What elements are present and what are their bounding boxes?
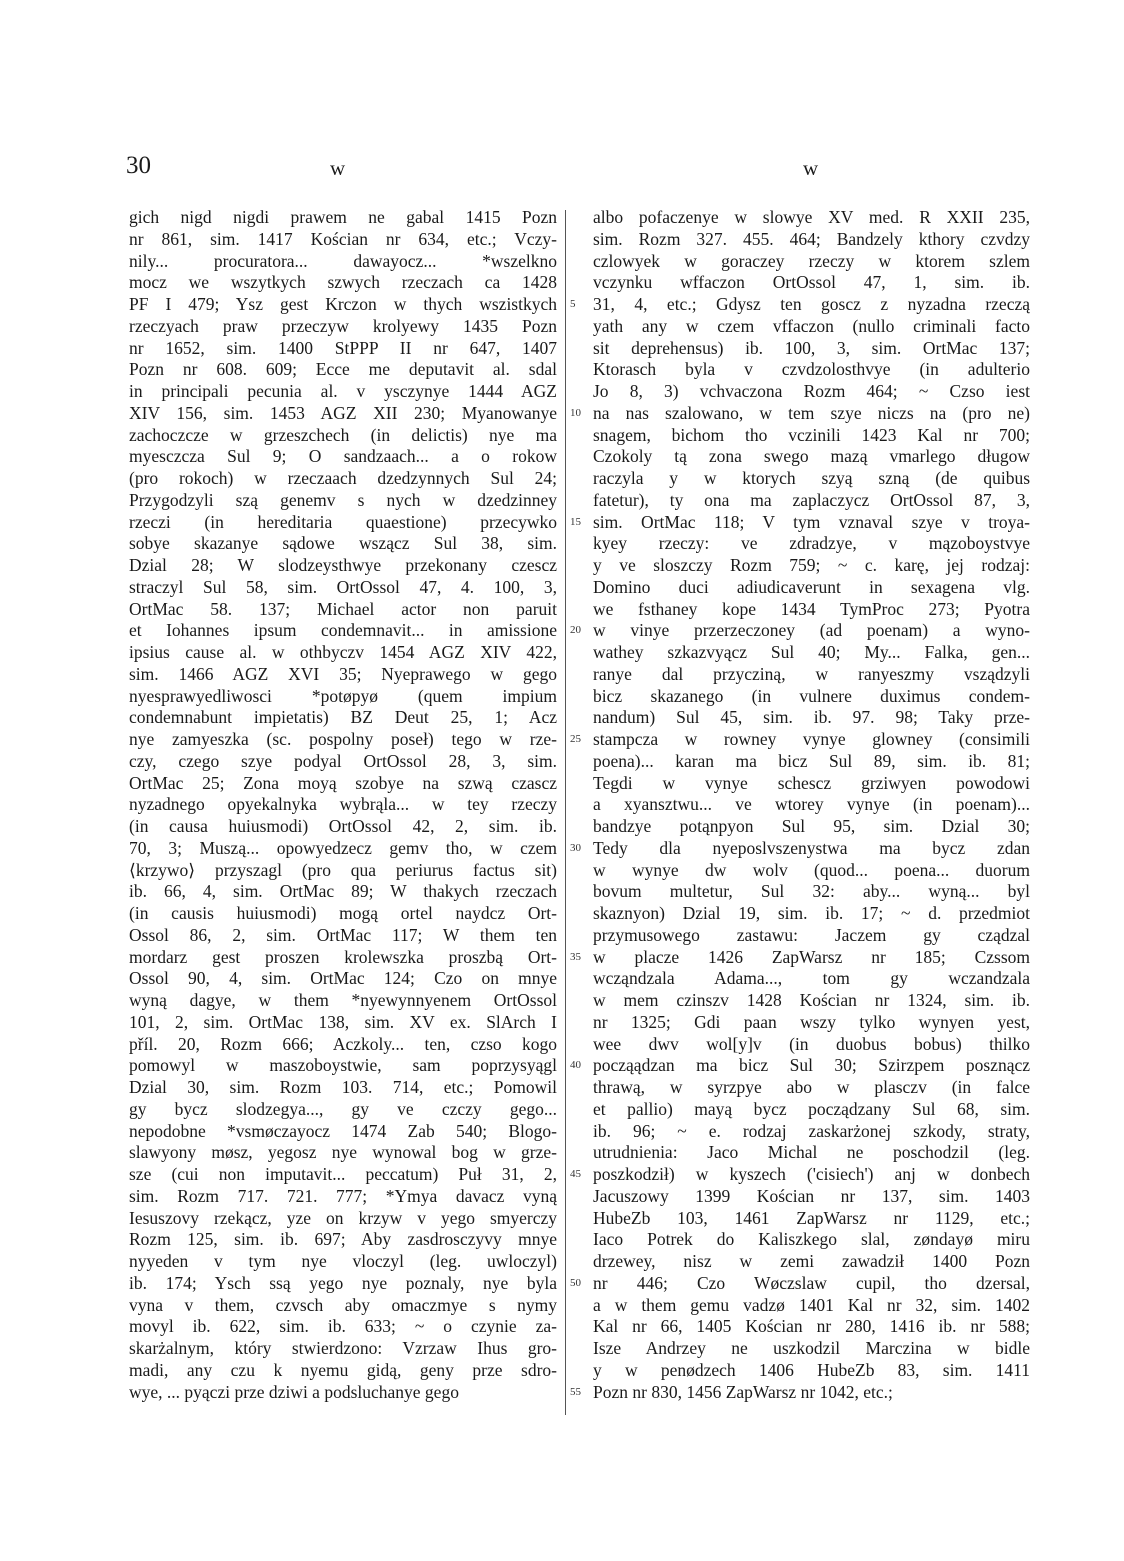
text-line: nr 446; Czo Wøczslaw cupil, tho dzersal,: [593, 1272, 1030, 1293]
text-line: poena)... karan ma bicz Sul 89, sim. ib. 81;: [593, 750, 1030, 771]
text-line: vyna v them, czvsch aby omaczmye s nymy: [129, 1294, 557, 1315]
text-line: ib. 66, 4, sim. OrtMac 89; W thakych rzeczach: [129, 881, 557, 902]
text-line: w wynye dw wolv (quod... poena... duorum: [593, 859, 1030, 880]
text-line: sit deprehensus) ib. 100, 3, sim. OrtMac 137;: [593, 337, 1030, 358]
page-header: [0, 152, 1124, 182]
text-line: w vinye przerzeczoney (ad poenam) a wyno-: [593, 620, 1030, 641]
text-line: thrawą, w syrzpye abo w plasczv (in falce: [593, 1077, 1030, 1097]
text-line: począądzan ma bicz Sul 30; Szirzpem posznącz: [593, 1055, 1030, 1076]
text-line: skaznyon) Dzial 19, sim. ib. 17; ~ d. przedmiot: [593, 903, 1030, 923]
text-line: wye, ... pyączi prze dziwi a podsluchanye gego: [129, 1381, 459, 1402]
text-line: vczynku wffaczon OrtOssol 47, 1, sim. ib.: [593, 272, 1030, 293]
text-line: Tedy dla nyeposlvszenystwa ma bycz zdan: [593, 837, 1030, 858]
text-line: Jo 8, 3) vchvaczona Rozm 464; ~ Czso iest: [593, 381, 1030, 401]
text-line: przymusowego zastawu: Jaczem gy cządzal: [593, 924, 1030, 945]
text-line: nyyeden v tym nye vloczyl (leg. uwloczyl): [129, 1251, 557, 1271]
text-line: a xyansztwu... ve wtorey vynye (in poenam)...: [593, 794, 1030, 815]
text-line: sim. Rozm 327. 455. 464; Bandzely kthory czvdzy: [593, 228, 1030, 249]
running-head-right: w: [803, 156, 819, 180]
text-line: raczyla y w ktorych szyą szną (de quibus: [593, 468, 1030, 488]
text-line: nye zamyeszka (sc. pospolny poseł) tego w rze-: [129, 729, 557, 749]
text-line: Jacuszowy 1399 Kościan nr 137, sim. 1403: [593, 1185, 1030, 1206]
text-line: nyesprawyedliwosci *potøpyø (quem impium: [129, 685, 557, 706]
text-line: Iesuszovy rzekącz, yze on krzyw v yego smyerczy: [129, 1207, 557, 1228]
text-line: in principali pecunia al. v ysczynye 1444 AGZ: [129, 381, 557, 401]
line-number: 40: [570, 1059, 581, 1072]
text-line: kyey rzeczy: ve zdradzye, v mązoboystvye: [593, 533, 1030, 554]
text-line: Czokoly tą zona swego mazą vmarlego długow: [593, 446, 1030, 467]
text-line: Domino duci adiudicaverunt in sexagena vlg.: [593, 576, 1030, 597]
text-line: nepodobne *vsmøczayocz 1474 Zab 540; Blogo-: [129, 1120, 557, 1141]
line-number: 25: [570, 733, 581, 745]
text-line: (in causis huiusmodi) mogą ortel naydcz Ort-: [129, 903, 557, 923]
line-number: 30: [570, 841, 581, 854]
text-line: 31, 4, etc.; Gdysz ten goscz z nyzadna rzeczą: [593, 294, 1030, 314]
text-line: příl. 20, Rozm 666; Aczkoly... ten, czso kogo: [129, 1033, 557, 1054]
text-line: fatetur), ty ona ma zaplaczycz OrtOssol 87, 3,: [593, 489, 1030, 510]
line-number: 10: [570, 406, 581, 419]
text-line: skarżalnym, który stwierdzono: Vzrzaw Ihus gro-: [129, 1338, 557, 1358]
text-line: sze (cui non imputavit... peccatum) Puł 31, 2,: [129, 1164, 557, 1184]
text-line: OrtMac 25; Zona moyą szobye na szwą czascz: [129, 772, 557, 793]
text-line: albo pofaczenye w slowye XV med. R XXII 235,: [593, 207, 1030, 227]
text-line: et pallio) mayą bycz począdzany Sul 68, sim.: [593, 1098, 1030, 1119]
text-line: rzeczi (in hereditaria quaestione) przecywko: [129, 511, 557, 532]
text-line: bicz skazanego (in vulnere duximus condem-: [593, 685, 1030, 706]
text-line: (in causa huiusmodi) OrtOssol 42, 2, sim. ib.: [129, 816, 557, 836]
text-line: ranye dal przycziną, w ranyeszmy vsządzyli: [593, 663, 1030, 684]
text-line: slawyony møsz, yegosz nye wynowal bog w grze-: [129, 1142, 557, 1163]
text-line: nr 861, sim. 1417 Kościan nr 634, etc.; Vczy-: [129, 228, 557, 249]
text-line: Iaco Potrek do Kaliszkego slal, zøndayø miru: [593, 1229, 1030, 1250]
text-line: bandzye potąnpyon Sul 95, sim. Dzial 30;: [593, 816, 1030, 836]
line-number: 45: [570, 1168, 581, 1180]
line-number: 20: [570, 624, 581, 637]
text-line: Isze Andrzey ne uszkodzil Marczina w bidle: [593, 1338, 1030, 1358]
text-line: (pro rokoch) w rzeczaach dzedzynnych Sul 24;: [129, 468, 557, 488]
text-line: drzewey, nisz w zemi zawadził 1400 Pozn: [593, 1251, 1030, 1271]
text-line: HubeZb 103, 1461 ZapWarsz nr 1129, etc.;: [593, 1207, 1030, 1228]
text-line: Dzial 28; W slodzeysthwye przekonany czescz: [129, 555, 557, 575]
text-line: ib. 96; ~ e. rodzaj zaskarżonej szkody, straty,: [593, 1120, 1030, 1141]
text-line: condemnabunt impietatis) BZ Deut 25, 1; Acz: [129, 707, 557, 728]
text-line: Pozn nr 608. 609; Ecce me deputavit al. sdal: [129, 359, 557, 380]
text-line: XIV 156, sim. 1453 AGZ XII 230; Myanowanye: [129, 402, 557, 423]
text-line: sim. Rozm 717. 721. 777; *Ymya davacz vyną: [129, 1185, 557, 1206]
text-line: snagem, bichom tho vczinili 1423 Kal nr 700;: [593, 424, 1030, 445]
text-line: mordarz gest proszen krolewszka proszbą Ort-: [129, 946, 557, 967]
text-line: Pozn nr 830, 1456 ZapWarsz nr 1042, etc.;: [593, 1381, 893, 1402]
text-line: Ktorasch byla v czvdzolosthvye (in adulterio: [593, 359, 1030, 380]
text-line: OrtMac 58. 137; Michael actor non paruit: [129, 598, 557, 619]
text-line: czlowyek w goraczey rzeczy w ktorem szlem: [593, 250, 1030, 271]
text-line: zachoczcze w grzeszchech (in delictis) nye ma: [129, 424, 557, 445]
text-line: stampcza w rowney vynye glowney (consimili: [593, 729, 1030, 749]
text-line: 70, 3; Muszą... opowyedzecz gemv tho, w czem: [129, 837, 557, 858]
text-line: sim. 1466 AGZ XVI 35; Nyeprawego w gego: [129, 663, 557, 684]
text-line: ⟨krzywo⟩ przyszagl (pro qua periurus factus sit): [129, 859, 557, 880]
text-line: nily... procuratora... dawayocz... *wszelkno: [129, 250, 557, 271]
text-line: Dzial 30, sim. Rozm 103. 714, etc.; Pomowil: [129, 1077, 557, 1097]
text-line: nr 1652, sim. 1400 StPPP II nr 647, 1407: [129, 337, 557, 358]
text-line: nandum) Sul 45, sim. ib. 97. 98; Taky prze-: [593, 707, 1030, 728]
text-line: gy bycz slodzegya..., gy ve czczy gego...: [129, 1098, 557, 1119]
text-line: et Iohannes ipsum condemnavit... in amissione: [129, 620, 557, 641]
text-line: utrudnienia: Jaco Michal ne poschodzil (leg.: [593, 1142, 1030, 1163]
text-line: wee dwv wol[y]v (in duobus bobus) thilko: [593, 1033, 1030, 1054]
text-line: mocz we wszytkych szwych rzeczach ca 1428: [129, 272, 557, 293]
line-number: 55: [570, 1385, 581, 1398]
text-line: Rozm 125, sim. ib. 697; Aby zasdrosczyvy mnye: [129, 1229, 557, 1250]
text-line: bovum multetur, Sul 32: aby... wyną... byl: [593, 881, 1030, 902]
text-line: y w penødzech 1406 HubeZb 83, sim. 1411: [593, 1359, 1030, 1380]
page-number: 30: [126, 152, 151, 179]
text-line: myesczcza Sul 9; O sandzaach... a o rokow: [129, 446, 557, 467]
left-column: [129, 207, 557, 1403]
text-line: yath any w czem vffaczon (nullo criminali facto: [593, 315, 1030, 336]
text-line: w mem czinszv 1428 Kościan nr 1324, sim. ib.: [593, 990, 1030, 1010]
text-line: y ve sloszczy Rozm 759; ~ c. karę, jej rodzaj:: [593, 555, 1030, 575]
text-line: pomowyl w maszoboystwie, sam poprzysyągl: [129, 1055, 557, 1076]
text-line: sobye skazanye sądowe wszącz Sul 38, sim.: [129, 533, 557, 554]
text-line: nyzadnego opyekalnyka wybrąla... w tey rzeczy: [129, 794, 557, 815]
text-line: nr 1325; Gdi paan wszy tylko wynyen yest,: [593, 1011, 1030, 1032]
column-divider: [565, 210, 566, 1415]
text-line: sim. OrtMac 118; V tym vznaval szye v troya-: [593, 511, 1030, 532]
text-line: wcząndzala Adama..., tom gy wczandzala: [593, 968, 1030, 989]
text-line: straczyl Sul 58, sim. OrtOssol 47, 4. 100, 3,: [129, 576, 557, 597]
text-line: ib. 174; Ysch ssą yego nye poznaly, nye byla: [129, 1272, 557, 1293]
text-line: movyl ib. 622, sim. ib. 633; ~ o czynie za-: [129, 1316, 557, 1337]
text-line: w placze 1426 ZapWarsz nr 185; Czssom: [593, 946, 1030, 967]
text-line: madi, any czu k nyemu gidą, geny prze sdro-: [129, 1359, 557, 1380]
text-line: gich nigd nigdi prawem ne gabal 1415 Pozn: [129, 207, 557, 227]
line-number: 5: [570, 298, 576, 310]
text-line: we fsthaney kope 1434 TymProc 273; Pyotra: [593, 598, 1030, 619]
text-line: poszkodził) w kyszech ('cisiech') anj w donbech: [593, 1164, 1030, 1184]
text-line: ipsius cause al. w othbyczv 1454 AGZ XIV 422,: [129, 642, 557, 662]
text-line: 101, 2, sim. OrtMac 138, sim. XV ex. SlArch I: [129, 1011, 557, 1032]
text-line: wyną dagye, w them *nyewynnyenem OrtOssol: [129, 990, 557, 1010]
text-line: na nas szalowano, w tem szye niczs na (pro ne): [593, 402, 1030, 423]
running-head-left: w: [330, 156, 346, 180]
text-line: wathey szkazvyącz Sul 40; My... Falka, gen...: [593, 642, 1030, 662]
text-line: Ossol 90, 4, sim. OrtMac 124; Czo on mnye: [129, 968, 557, 989]
line-number: 15: [570, 515, 581, 528]
text-line: Tegdi w vynye schescz grziwyen powodowi: [593, 772, 1030, 793]
text-line: a w them gemu vadzø 1401 Kal nr 32, sim. 1402: [593, 1294, 1030, 1315]
text-line: Przygodzyli szą genemv s nych w dzedzinney: [129, 489, 557, 510]
text-line: czy, czego szye podyal OrtOssol 28, 3, sim.: [129, 750, 557, 771]
text-line: Ossol 86, 2, sim. OrtMac 117; W them ten: [129, 924, 557, 945]
line-number: 50: [570, 1276, 581, 1289]
right-column: [593, 207, 1030, 1403]
line-number: 35: [570, 950, 581, 963]
text-line: Kal nr 66, 1405 Kościan nr 280, 1416 ib. nr 588;: [593, 1316, 1030, 1337]
text-line: rzeczyach praw przeczyw krolyewy 1435 Pozn: [129, 315, 557, 336]
text-line: PF I 479; Ysz gest Krczon w thych wszistkych: [129, 294, 557, 314]
